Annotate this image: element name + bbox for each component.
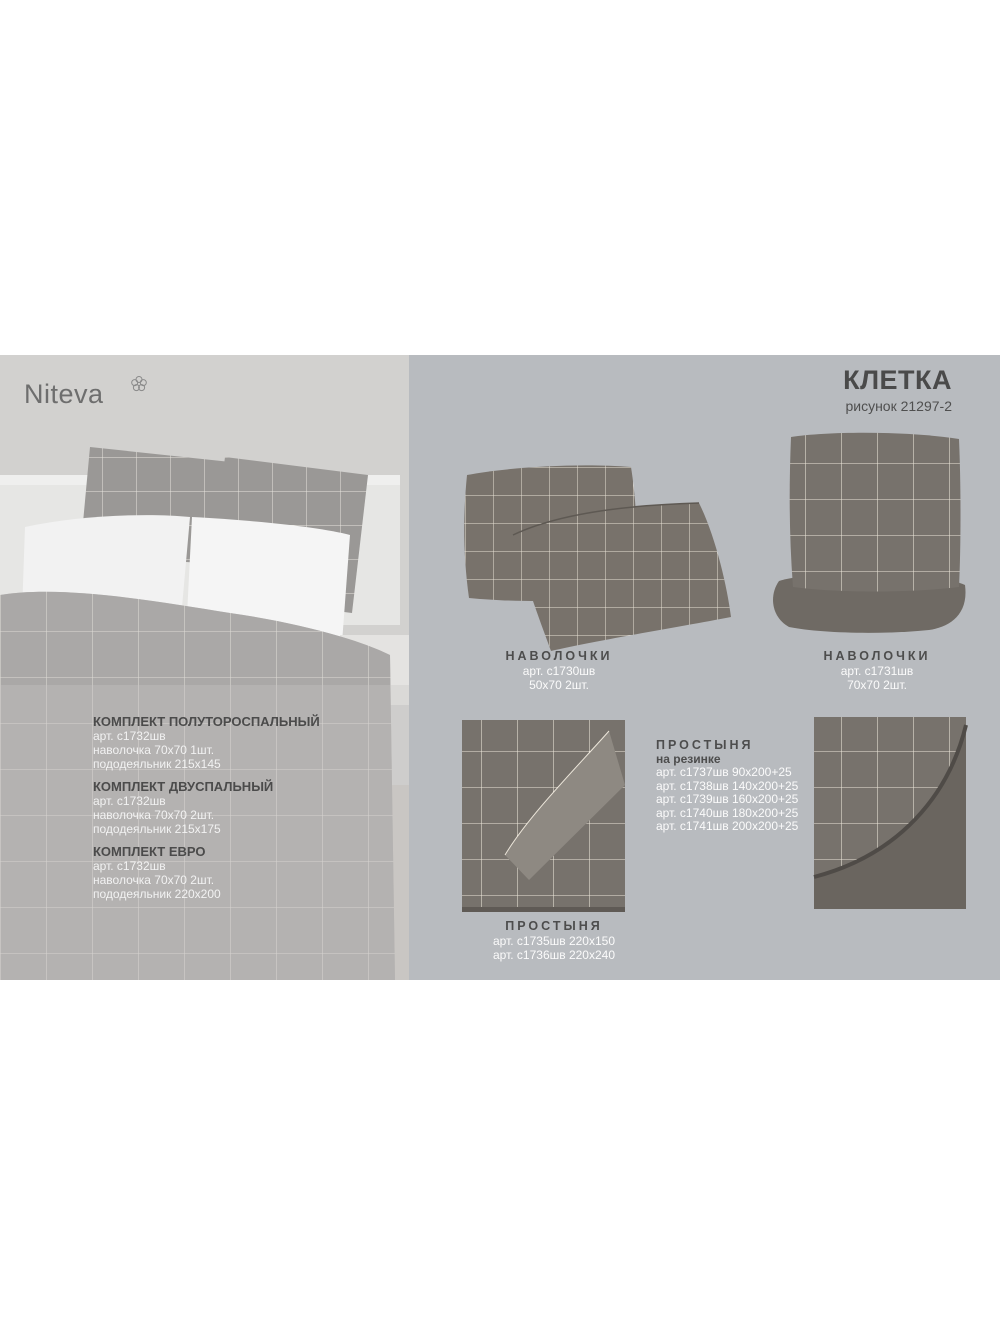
flat-sheet-line: арт. с1735шв 220х150 [493,934,615,948]
fitted-sheet-line: арт. с1740шв 180х200+25 [656,805,799,820]
fitted-sheet-image [814,717,966,909]
fitted-sheet-line: арт. с1738шв 140х200+25 [656,778,799,793]
pillowcase-large-caption [797,649,957,692]
pillowcase-large-line: арт. с1731шв [840,664,914,678]
pillowcase-small-line: арт. с1730шв [522,664,596,678]
set-line: пододеяльник 215х175 [93,822,221,836]
fitted-sheet-line: арт. с1741шв 200х200+25 [656,819,799,833]
bedding-sets-list [93,715,393,901]
fitted-sheet-subtitle: на резинке [656,751,721,766]
bedroom-photo-panel [0,355,409,980]
pillowcase-large-line: 70х70 2шт. [847,678,907,692]
set-item [93,845,393,901]
pillowcase-small-title: НАВОЛОЧКИ [505,649,613,663]
collection-title: КЛЕТКА [843,365,952,395]
set-line: наволочка 70х70 1шт. [93,743,215,757]
set-line: арт. с1732шв [93,729,166,743]
fitted-sheet-line: арт. с1739шв 160х200+25 [656,792,799,806]
set-title: КОМПЛЕКТ ЕВРО [93,844,206,859]
set-item [93,715,393,771]
products-panel [409,355,1000,980]
pillowcase-small-caption [479,649,639,692]
collection-subtitle: рисунок 21297-2 [845,398,952,414]
pillowcase-large-title: НАВОЛОЧКИ [823,649,931,663]
set-line: арт. с1732шв [93,794,166,808]
set-line: пододеяльник 220х200 [93,887,221,901]
pillowcase-70x70-image [773,433,966,633]
flat-sheet-image [462,720,625,912]
fitted-sheet-line: арт. с1737шв 90х200+25 [656,765,792,779]
product-banner [0,355,1000,980]
set-line: пододеяльник 215х145 [93,757,221,771]
set-line: арт. с1732шв [93,859,166,873]
fitted-sheet-caption [656,739,798,834]
brand-logo: Niteva [24,379,104,409]
fitted-sheet-title: ПРОСТЫНЯ [656,738,754,752]
flat-sheet-caption [464,919,644,962]
pillowcase-small-line: 50х70 2шт. [529,678,589,692]
flat-sheet-title: ПРОСТЫНЯ [505,919,603,933]
set-title: КОМПЛЕКТ ДВУСПАЛЬНЫЙ [93,779,274,794]
flat-sheet-line: арт. с1736шв 220х240 [493,948,615,962]
set-title: КОМПЛЕКТ ПОЛУТОРОСПАЛЬНЫЙ [93,714,320,729]
pillowcase-50x70-image [464,465,731,651]
set-line: наволочка 70х70 2шт. [93,808,215,822]
set-line: наволочка 70х70 2шт. [93,873,215,887]
set-item [93,780,393,836]
flower-logo-icon [130,375,148,393]
